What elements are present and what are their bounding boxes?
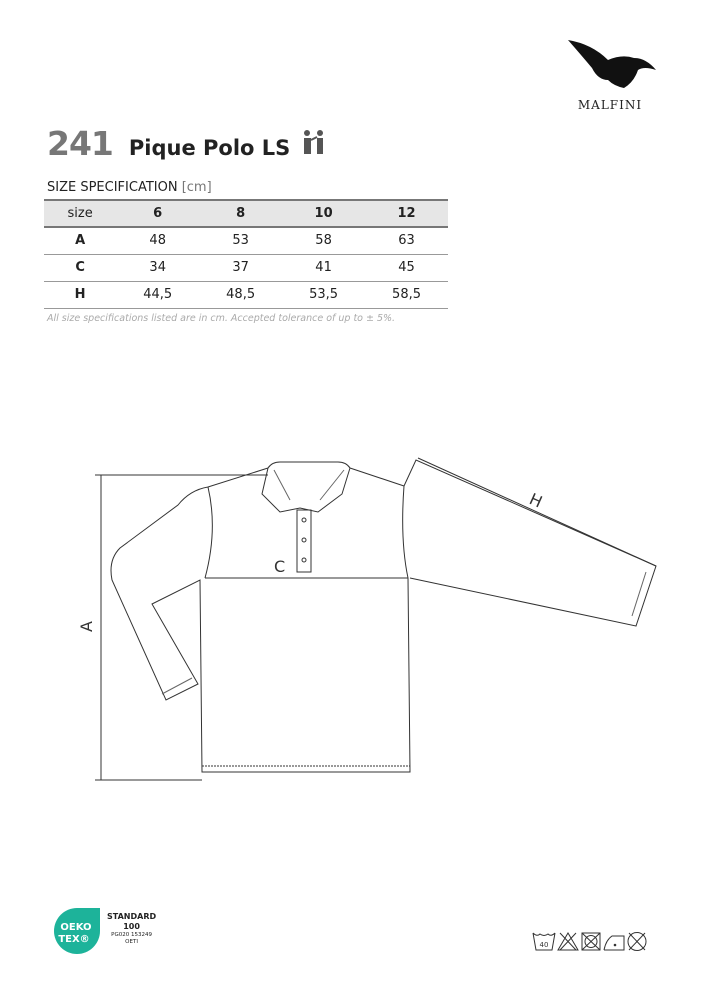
- header-cell: 12: [397, 206, 416, 221]
- header-cell: 8: [236, 206, 246, 221]
- no-tumble-dry-icon: [582, 933, 600, 950]
- tolerance-note: All size specifications listed are in cm. Accepted tolerance of up to ± 5%.: [47, 313, 396, 324]
- cell: 41: [315, 260, 332, 275]
- polo-shirt-outline: [111, 460, 656, 772]
- svg-text:OEKO: OEKO: [60, 922, 92, 933]
- cell: 37: [232, 260, 249, 275]
- cell: 48,5: [226, 287, 256, 302]
- svg-text:TEX®: TEX®: [58, 934, 90, 945]
- product-title: [47, 124, 326, 163]
- no-bleach-icon: [558, 933, 578, 950]
- eagle-icon: [562, 36, 658, 92]
- cell: A: [75, 233, 86, 249]
- kids-icon: [302, 129, 326, 155]
- care-symbols: [532, 930, 662, 952]
- header-cell: size: [67, 206, 93, 221]
- product-name: Pique Polo LS: [128, 136, 291, 160]
- cell: 58,5: [392, 287, 421, 302]
- table-header: [44, 200, 448, 227]
- cell: 48: [149, 233, 166, 249]
- wash-40-icon: [533, 933, 555, 950]
- size-table: [44, 199, 448, 309]
- cell: 34: [149, 260, 166, 275]
- cell: H: [74, 287, 86, 302]
- oeko-tex-standard: STANDARD 100 PG020 153249 OETI: [107, 912, 157, 945]
- cell: 44,5: [143, 287, 173, 302]
- polo-drawing: [0, 430, 707, 790]
- oeko-tex-logo: [52, 906, 102, 956]
- product-number: 241: [47, 124, 113, 163]
- dimension-lines: [95, 458, 656, 780]
- header-cell: 10: [314, 206, 333, 221]
- label-a: A: [77, 621, 96, 632]
- size-spec-heading: SIZE SPECIFICATION [cm]: [47, 180, 212, 195]
- table-row: [44, 227, 448, 254]
- table-row: [44, 254, 448, 281]
- cell: C: [75, 260, 85, 275]
- cell: 53,5: [309, 287, 339, 302]
- no-dry-clean-icon: [628, 933, 646, 951]
- svg-text:40: 40: [539, 941, 549, 949]
- cell: 45: [398, 260, 415, 275]
- header-cell: 6: [153, 206, 163, 221]
- label-c: C: [274, 557, 286, 576]
- malfini-logo: MALFINI: [560, 36, 660, 112]
- label-h: H: [526, 489, 546, 512]
- cell: 53: [232, 233, 249, 249]
- cell: 63: [398, 233, 415, 249]
- cell: 58: [315, 233, 332, 249]
- iron-low-icon: [604, 936, 624, 950]
- table-row: [44, 281, 448, 308]
